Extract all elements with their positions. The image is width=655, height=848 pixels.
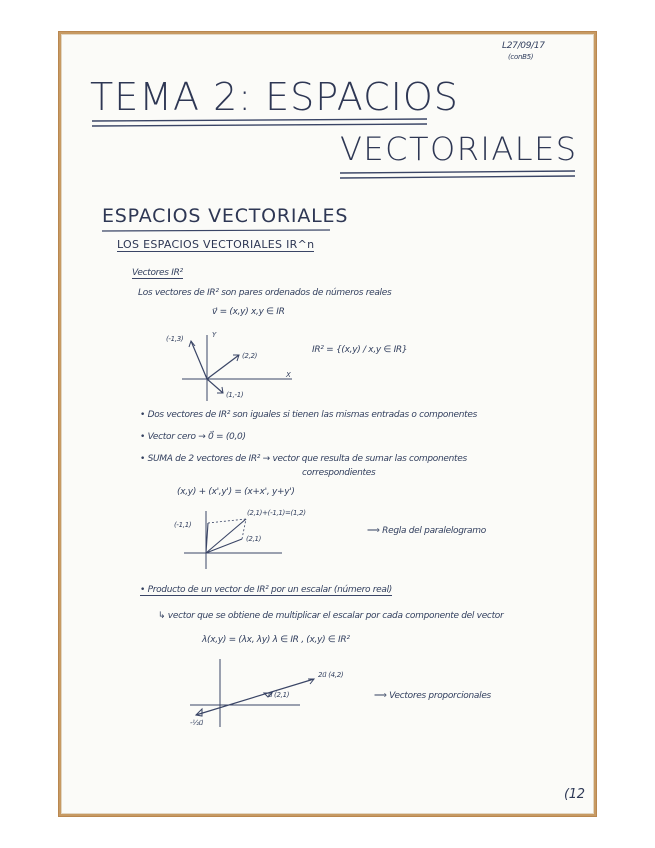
vector-definition: v⃗ = (x,y) x,y ∈ IR xyxy=(212,307,285,317)
neg-half-u-label: -½u⃗ xyxy=(190,719,203,727)
section-underline xyxy=(102,228,332,234)
page-title-line1: TEMA 2: ESPACIOS xyxy=(90,75,459,119)
u-label: u⃗ (2,1) xyxy=(268,691,290,699)
notebook-page xyxy=(62,35,593,813)
page-number: (12 xyxy=(564,787,585,802)
scalar-definition: ↳ vector que se obtiene de multiplicar el escalar por cada componente del vector xyxy=(158,611,504,621)
sum-formula: (x,y) + (x',y') = (x+x', y+y') xyxy=(177,487,295,497)
bullet-zero-vector: • Vector cero → 0⃗ = (0,0) xyxy=(140,432,246,442)
scalar-plot xyxy=(190,657,330,729)
subsection-title: Vectores IR² xyxy=(132,268,183,278)
parallelogram-plot xyxy=(182,507,292,577)
title-underline xyxy=(92,117,432,129)
date-note: (conB5) xyxy=(508,53,534,61)
two-u-label: 2u⃗ (4,2) xyxy=(318,671,344,679)
vector-b-label: (2,1) xyxy=(246,535,262,543)
bullet-sum-line1: • SUMA de 2 vectores de IR² → vector que resulta de sumar las componentes xyxy=(140,454,467,464)
section-title: ESPACIOS VECTORIALES xyxy=(102,205,349,227)
bullet-sum-line2: correspondientes xyxy=(302,468,376,478)
vector-a-label: (-1,1) xyxy=(174,521,192,529)
point-label-3: (1,-1) xyxy=(226,391,244,399)
point-label-2: (2,2) xyxy=(242,352,258,360)
scalar-formula: λ(x,y) = (λx, λy) λ ∈ IR , (x,y) ∈ IR² xyxy=(202,635,350,645)
bullet-scalar-product: • Producto de un vector de IR² por un escalar (número real) xyxy=(140,585,393,595)
intro-line: Los vectores de IR² son pares ordenados de números reales xyxy=(138,288,392,298)
r2-definition: IR² = {(x,y) / x,y ∈ IR} xyxy=(312,345,408,355)
date-label: L27/09/17 xyxy=(502,41,545,51)
title2-underline xyxy=(340,169,580,181)
parallelogram-rule: ⟹ Regla del paralelogramo xyxy=(367,526,486,536)
proportional-vectors: ⟹ Vectores proporcionales xyxy=(374,691,491,701)
bullet-equal-vectors: • Dos vectores de IR² son iguales si tienen las mismas entradas o componentes xyxy=(140,410,478,420)
page-title-line2: VECTORIALES xyxy=(340,130,578,168)
point-label-1: (-1,3) xyxy=(166,335,184,343)
section-subtitle: LOS ESPACIOS VECTORIALES IR^n xyxy=(117,238,315,251)
sum-label: (2,1)+(-1,1)=(1,2) xyxy=(247,509,306,517)
axis-y-label: Y xyxy=(212,331,216,339)
axis-x-label: X xyxy=(286,371,291,379)
